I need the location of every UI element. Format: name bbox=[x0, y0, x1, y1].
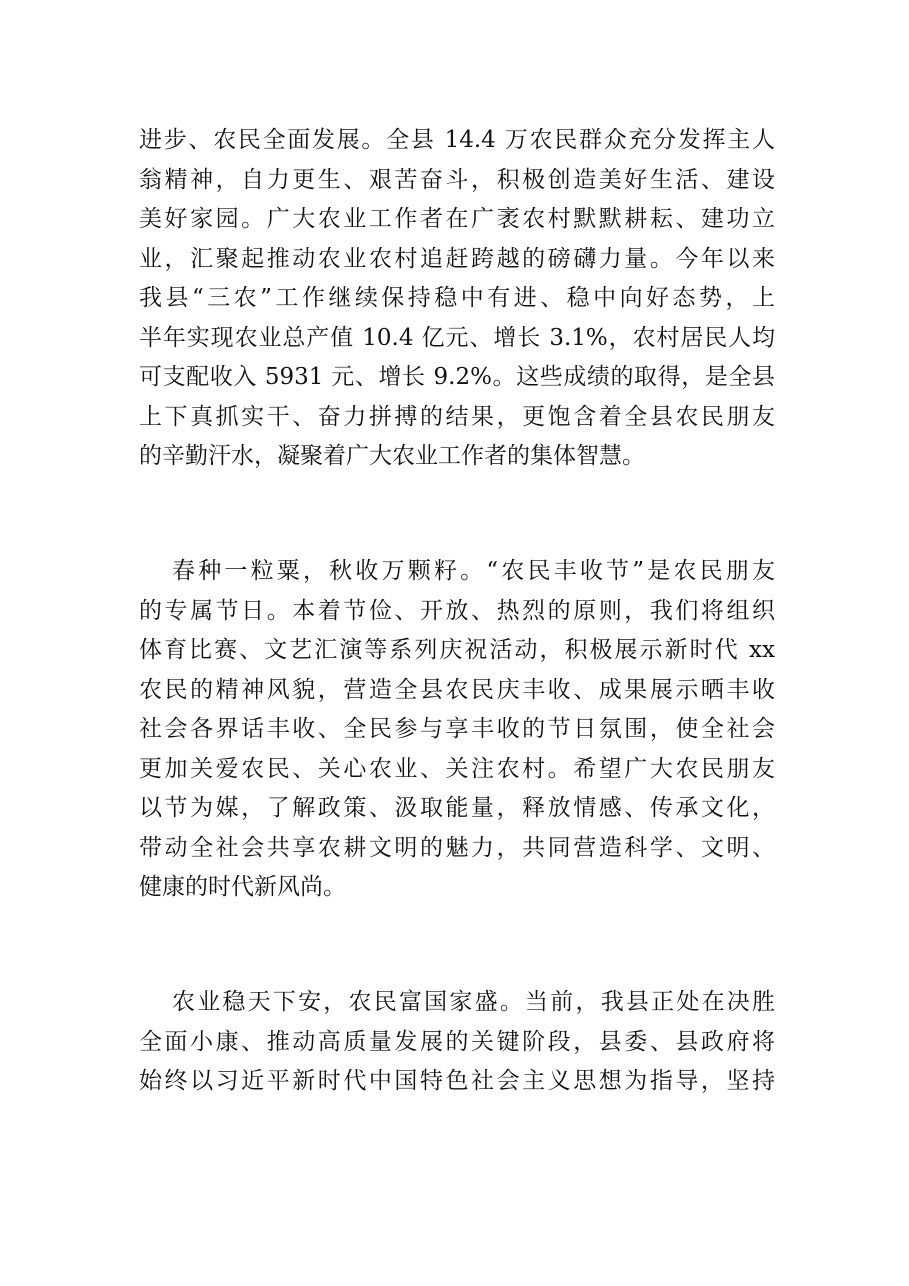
paragraph-line: 带动全社会共享农耕文明的魅力，共同营造科学、文明、 bbox=[139, 834, 775, 861]
paragraph-line: 春种一粒粟，秋收万颗籽。“农民丰收节”是农民朋友 bbox=[172, 558, 775, 584]
paragraph-line: 进步、农民全面发展。全县 14.4 万农民群众充分发挥主人 bbox=[139, 127, 775, 153]
paragraph-line: 我县“三农”工作继续保持稳中有进、稳中向好态势，上 bbox=[139, 285, 775, 311]
paragraph-line: 以节为媒，了解政策、汲取能量，释放情感、传承文化， bbox=[139, 795, 775, 821]
paragraph-line: 农民的精神风貌，营造全县农民庆丰收、成果展示晒丰收 bbox=[139, 676, 775, 703]
paragraph-line: 翁精神，自力更生、艰苦奋斗，积极创造美好生活、建设 bbox=[139, 166, 775, 193]
paragraph-line: 健康的时代新风尚。 bbox=[139, 874, 346, 900]
paragraph-line: 可支配收入 5931 元、增长 9.2%。这些成绩的取得，是全县 bbox=[139, 364, 775, 390]
paragraph-1 bbox=[139, 121, 775, 477]
paragraph-line: 半年实现农业总产值 10.4 亿元、增长 3.1%，农村居民人均 bbox=[139, 324, 775, 351]
paragraph-2 bbox=[139, 552, 775, 908]
paragraph-line: 社会各界话丰收、全民参与享丰收的节日氛围，使全社会 bbox=[139, 716, 775, 742]
paragraph-line: 更加关爱农民、关心农业、关注农村。希望广大农民朋友 bbox=[139, 755, 775, 782]
paragraph-line: 全面小康、推动高质量发展的关键阶段，县委、县政府将 bbox=[139, 1028, 775, 1055]
paragraph-line: 的辛勤汗水，凝聚着广大农业工作者的集体智慧。 bbox=[139, 443, 645, 469]
paragraph-line: 业，汇聚起推动农业农村追赶跨越的磅礴力量。今年以来 bbox=[139, 245, 775, 272]
paragraph-line: 的专属节日。本着节俭、开放、热烈的原则，我们将组织 bbox=[139, 597, 775, 624]
paragraph-line: 美好家园。广大农业工作者在广袤农村默默耕耘、建功立 bbox=[139, 206, 775, 232]
paragraph-line: 体育比赛、文艺汇演等系列庆祝活动，积极展示新时代 xx bbox=[139, 637, 775, 663]
paragraph-3 bbox=[139, 983, 775, 1102]
paragraph-line: 上下真抓实干、奋力拼搏的结果，更饱含着全县农民朋友 bbox=[139, 403, 775, 430]
paragraph-line: 农业稳天下安，农民富国家盛。当前，我县正处在决胜 bbox=[172, 989, 775, 1015]
paragraph-line: 始终以习近平新时代中国特色社会主义思想为指导，坚持 bbox=[139, 1068, 775, 1094]
